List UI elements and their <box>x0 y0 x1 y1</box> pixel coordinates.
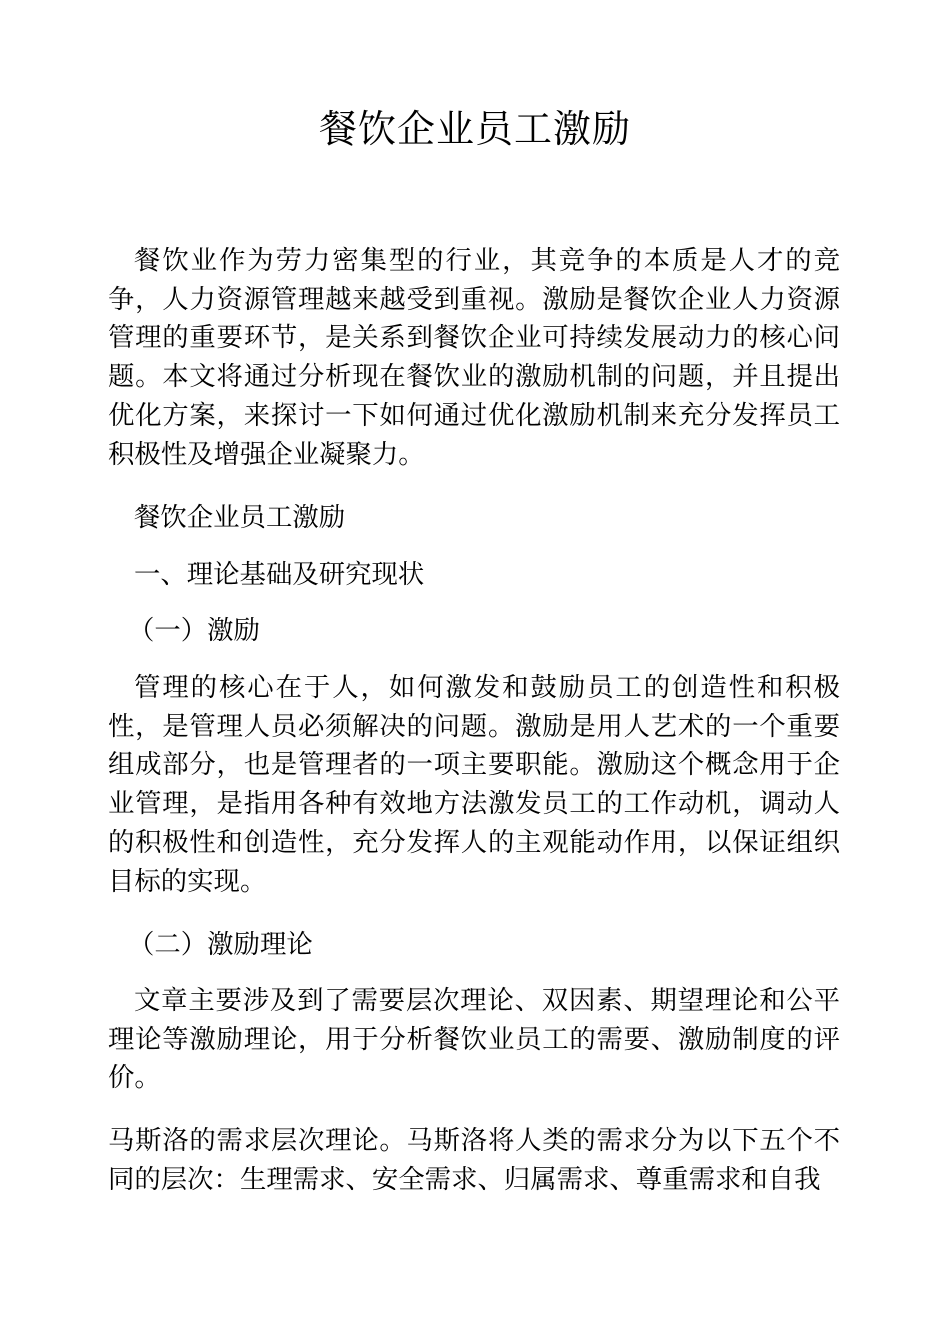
body-paragraph: 马斯洛的需求层次理论。马斯洛将人类的需求分为以下五个不同的层次：生理需求、安全需求、归属需求、尊重需求和自我 <box>108 1125 840 1195</box>
subsection-heading: （一）激励 <box>128 615 260 646</box>
section-heading: 餐饮企业员工激励 <box>134 502 346 533</box>
body-paragraph: 管理的核心在于人，如何激发和鼓励员工的创造性和积极性，是管理人员必须解决的问题。激励是用人艺术的一个重要组成部分，也是管理者的一项主要职能。激励这个概念用于企业管理，是指用各种有效地方法激发员工的工作动机，调动人的积极性和创造性，充分发挥人的主观能动作用，以保证组织目标的实现。 <box>108 672 840 897</box>
subsection-heading: （二）激励理论 <box>128 929 313 960</box>
chapter-heading: 一、理论基础及研究现状 <box>134 559 425 590</box>
document-title: 餐饮企业员工激励 <box>318 107 631 151</box>
abstract-paragraph: 餐饮业作为劳力密集型的行业，其竞争的本质是人才的竞争，人力资源管理越来越受到重视。激励是餐饮企业人力资源管理的重要环节，是关系到餐饮企业可持续发展动力的核心问题。本文将通过分析现在餐饮业的激励机制的问题，并且提出优化方案，来探讨一下如何通过优化激励机制来充分发挥员工积极性及增强企业凝聚力。 <box>108 245 840 470</box>
body-paragraph: 文章主要涉及到了需要层次理论、双因素、期望理论和公平理论等激励理论，用于分析餐饮业员工的需要、激励制度的评价。 <box>108 985 840 1094</box>
